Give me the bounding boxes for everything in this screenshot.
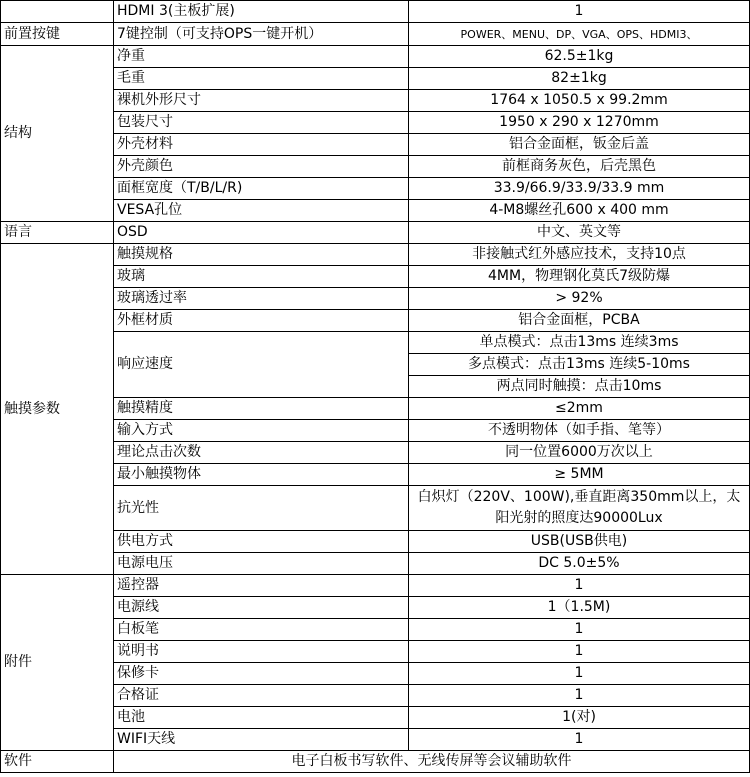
table-row (1, 531, 750, 553)
table-row (1, 663, 750, 685)
item-cell: 供电方式 (114, 531, 409, 553)
table-row (1, 46, 750, 68)
value-cell: 62.5±1kg (409, 46, 750, 68)
table-row (1, 420, 750, 442)
table-row (1, 244, 750, 266)
table-row (1, 464, 750, 486)
value-cell: 1950 x 290 x 1270mm (409, 112, 750, 134)
item-cell: 理论点击次数 (114, 442, 409, 464)
value-cell: 4-M8螺丝孔600 x 400 mm (409, 200, 750, 222)
item-cell: WIFI天线 (114, 729, 409, 751)
item-cell: 玻璃 (114, 266, 409, 288)
item-cell: 面框宽度（T/B/L/R) (114, 178, 409, 200)
item-cell: 包装尺寸 (114, 112, 409, 134)
value-cell: 1 (409, 641, 750, 663)
item-cell: 外框材质 (114, 310, 409, 332)
item-cell: 遥控器 (114, 575, 409, 597)
item-cell: 响应速度 (114, 332, 409, 398)
value-cell: 33.9/66.9/33.9/33.9 mm (409, 178, 750, 200)
item-cell: 毛重 (114, 68, 409, 90)
category-cell (1, 1, 114, 23)
value-cell: > 92% (409, 288, 750, 310)
value-cell: ≥ 5MM (409, 464, 750, 486)
item-cell: 白板笔 (114, 619, 409, 641)
table-row (1, 90, 750, 112)
value-cell: 铝合金面框，PCBA (409, 310, 750, 332)
item-cell: HDMI 3(主板扩展) (114, 1, 409, 23)
value-cell: 两点同时触摸：点击10ms (409, 376, 750, 398)
table-row (1, 619, 750, 641)
table-row (1, 641, 750, 663)
value-cell: 1 (409, 619, 750, 641)
table-row (1, 707, 750, 729)
item-cell: 净重 (114, 46, 409, 68)
value-cell: 中文、英文等 (409, 222, 750, 244)
value-cell: POWER、MENU、DP、VGA、OPS、HDMI3、 (409, 23, 750, 46)
value-cell: USB(USB供电) (409, 531, 750, 553)
table-row (1, 288, 750, 310)
category-cell: 软件 (1, 751, 114, 773)
value-cell: 电子白板书写软件、无线传屏等会议辅助软件 (114, 751, 750, 773)
item-cell: 7键控制（可支持OPS一键开机） (114, 23, 409, 46)
table-row (1, 553, 750, 575)
table-row (1, 332, 750, 354)
table-row (1, 23, 750, 46)
value-cell: 单点模式：点击13ms 连续3ms (409, 332, 750, 354)
category-cell: 附件 (1, 575, 114, 751)
item-cell: 合格证 (114, 685, 409, 707)
item-cell: 电源线 (114, 597, 409, 619)
table-row (1, 685, 750, 707)
value-cell: 1（1.5M) (409, 597, 750, 619)
table-row (1, 1, 750, 23)
table-row (1, 134, 750, 156)
value-cell: ≤2mm (409, 398, 750, 420)
table-row (1, 266, 750, 288)
table-row (1, 200, 750, 222)
value-cell: 1 (409, 663, 750, 685)
item-cell: OSD (114, 222, 409, 244)
table-row (1, 68, 750, 90)
value-cell: 1(对) (409, 707, 750, 729)
item-cell: 裸机外形尺寸 (114, 90, 409, 112)
item-cell: 输入方式 (114, 420, 409, 442)
item-cell: 说明书 (114, 641, 409, 663)
category-cell: 触摸参数 (1, 244, 114, 575)
item-cell: 电池 (114, 707, 409, 729)
category-cell: 语言 (1, 222, 114, 244)
item-cell: 保修卡 (114, 663, 409, 685)
item-cell: 抗光性 (114, 486, 409, 531)
value-cell: DC 5.0±5% (409, 553, 750, 575)
table-row (1, 112, 750, 134)
table-row (1, 222, 750, 244)
value-cell: 不透明物体（如手指、笔等） (409, 420, 750, 442)
item-cell: 玻璃透过率 (114, 288, 409, 310)
value-cell: 前框商务灰色，后壳黑色 (409, 156, 750, 178)
item-cell: VESA孔位 (114, 200, 409, 222)
table-row (1, 597, 750, 619)
value-cell: 82±1kg (409, 68, 750, 90)
category-cell: 前置按键 (1, 23, 114, 46)
table-row (1, 575, 750, 597)
table-row (1, 310, 750, 332)
value-cell: 白炽灯（220V、100W),垂直距离350mm以上，太阳光射的照度达90000Lux (409, 486, 750, 531)
value-cell: 1 (409, 685, 750, 707)
value-cell: 非接触式红外感应技术，支持10点 (409, 244, 750, 266)
value-cell: 铝合金面框，钣金后盖 (409, 134, 750, 156)
item-cell: 电源电压 (114, 553, 409, 575)
item-cell: 外壳材料 (114, 134, 409, 156)
table-row (1, 486, 750, 531)
value-cell: 1 (409, 575, 750, 597)
item-cell: 触摸规格 (114, 244, 409, 266)
value-cell: 1764 x 1050.5 x 99.2mm (409, 90, 750, 112)
value-cell: 1 (409, 1, 750, 23)
table-row (1, 751, 750, 773)
item-cell: 外壳颜色 (114, 156, 409, 178)
item-cell: 触摸精度 (114, 398, 409, 420)
value-cell: 多点模式：点击13ms 连续5-10ms (409, 354, 750, 376)
table-row (1, 178, 750, 200)
value-cell: 1 (409, 729, 750, 751)
table-row (1, 398, 750, 420)
table-row (1, 729, 750, 751)
value-cell: 4MM，物理钢化莫氏7级防爆 (409, 266, 750, 288)
table-row (1, 442, 750, 464)
value-cell: 同一位置6000万次以上 (409, 442, 750, 464)
item-cell: 最小触摸物体 (114, 464, 409, 486)
category-cell: 结构 (1, 46, 114, 222)
table-row (1, 156, 750, 178)
